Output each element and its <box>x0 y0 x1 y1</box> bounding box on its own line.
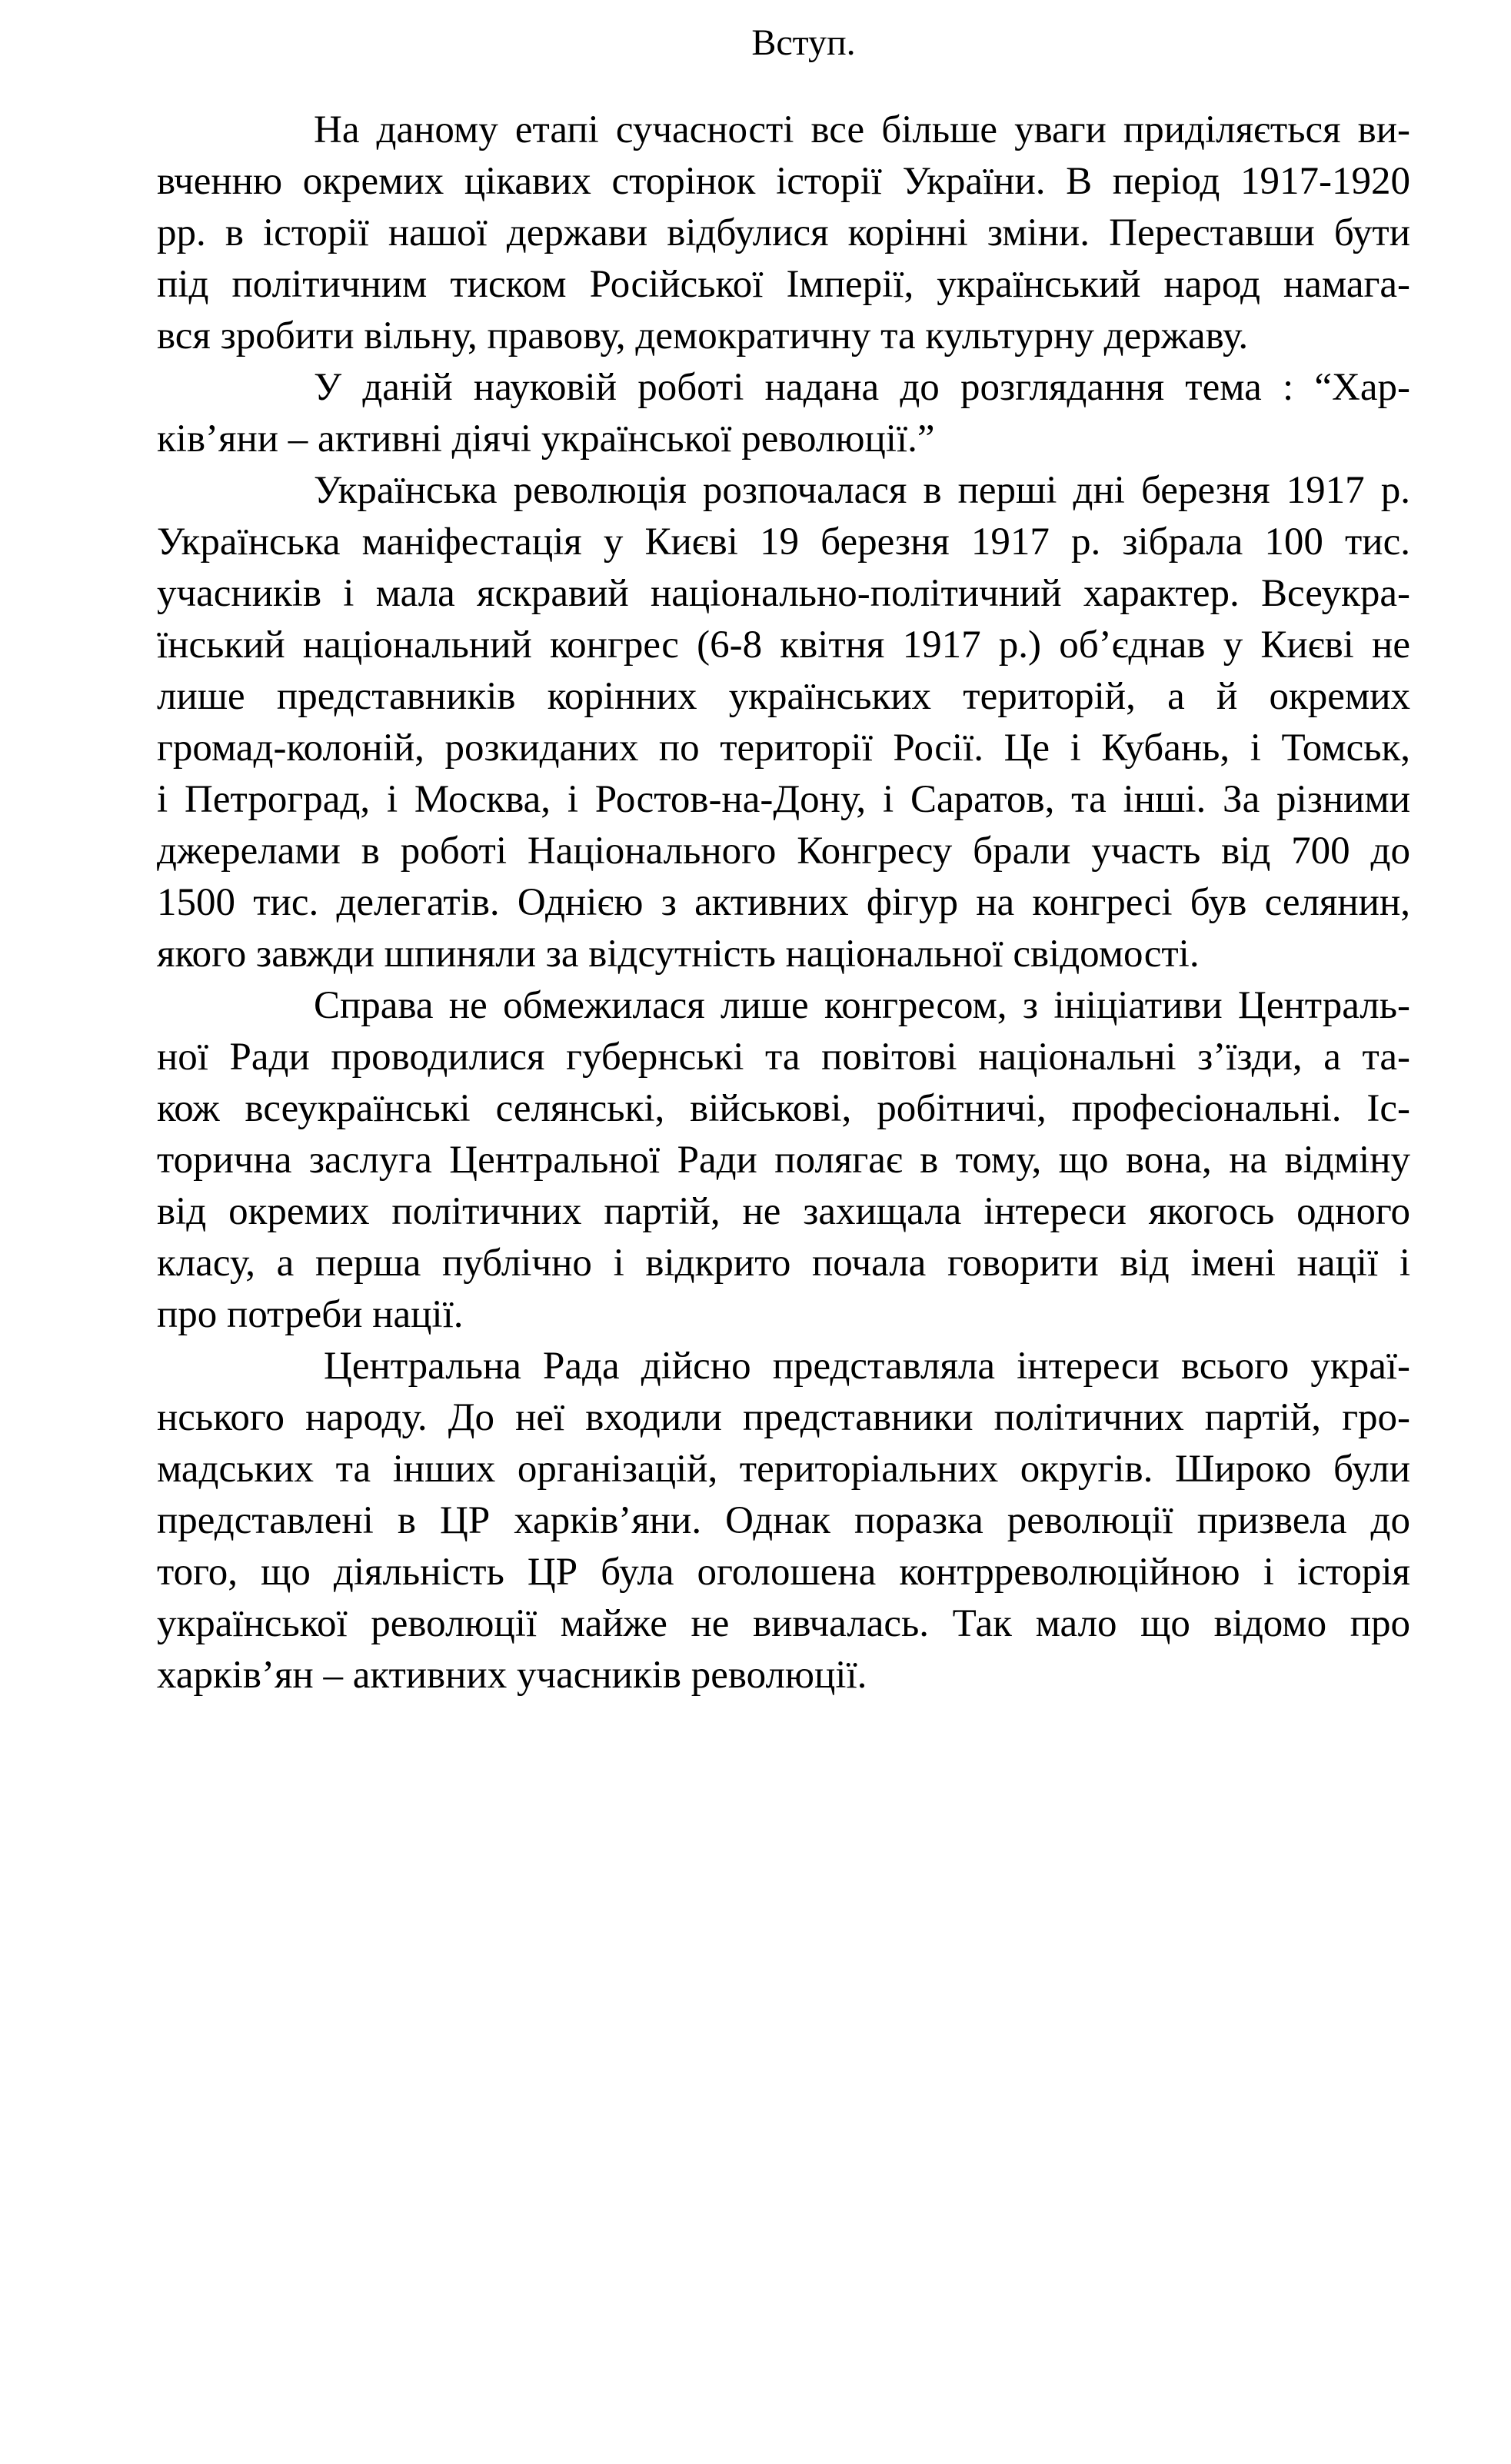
paragraph-line: харків’ян – активних учасників революції. <box>157 1654 867 1697</box>
paragraph-line: рр. в історії нашої держави відбулися корінні зміни. Переставши бути <box>157 211 1410 254</box>
paragraph-line: української революції майже не вивчалась. Так мало що відомо про <box>157 1602 1410 1645</box>
paragraph-1 <box>157 105 1410 362</box>
paragraph-line: У даній науковій роботі надана до розглядання тема : “Хар- <box>314 366 1410 409</box>
paragraph-line: джерелами в роботі Національного Конгресу брали участь від 700 до <box>157 830 1410 873</box>
paragraph-line: класу, а перша публічно і відкрито почала говорити від імені нації і <box>157 1242 1410 1285</box>
paragraph-4 <box>157 980 1410 1341</box>
paragraph-line: Центральна Рада дійсно представляла інтереси всього украї- <box>324 1345 1410 1388</box>
paragraph-line: нського народу. До неї входили представники політичних партій, гро- <box>157 1396 1410 1439</box>
paragraph-5 <box>157 1341 1410 1701</box>
paragraph-line: мадських та інших організацій, територіальних округів. Широко були <box>157 1448 1410 1491</box>
paragraph-line: від окремих політичних партій, не захищала інтереси якогось одного <box>157 1190 1410 1233</box>
paragraph-line: якого завжди шпиняли за відсутність національної свідомості. <box>157 933 1200 976</box>
paragraph-line: Справа не обмежилася лише конгресом, з ініціативи Централь- <box>314 984 1410 1027</box>
paragraph-line: вся зробити вільну, правову, демократичну та культурну державу. <box>157 314 1249 357</box>
paragraph-line: під політичним тиском Російської Імперії, український народ намага- <box>157 263 1410 306</box>
paragraph-2 <box>157 362 1410 465</box>
section-title: Вступ. <box>751 22 856 63</box>
paragraph-line: представлені в ЦР харків’яни. Однак поразка революції призвела до <box>157 1499 1410 1542</box>
paragraph-line: ної Ради проводилися губернські та повітові національні з’їзди, а та- <box>157 1036 1410 1079</box>
paragraph-line: кож всеукраїнські селянські, військові, робітничі, професіональні. Іс- <box>157 1087 1410 1130</box>
paragraph-line: учасників і мала яскравий національно-політичний характер. Всеукра- <box>157 572 1410 615</box>
paragraph-line: 1500 тис. делегатів. Однією з активних фігур на конгресі був селянин, <box>157 881 1410 924</box>
document-page <box>157 0 1410 1701</box>
paragraph-line: того, що діяльність ЦР була оголошена контрреволюційною і історія <box>157 1551 1410 1594</box>
paragraph-line: торична заслуга Центральної Ради полягає в тому, що вона, на відміну <box>157 1139 1410 1182</box>
paragraph-line: громад-колоній, розкиданих по території Росії. Це і Кубань, і Томськ, <box>157 727 1410 770</box>
paragraph-line: ків’яни – активні діячі української революції.” <box>157 417 935 461</box>
paragraph-line: Українська маніфестація у Києві 19 березня 1917 р. зібрала 100 тис. <box>157 520 1410 564</box>
paragraph-line: На даному етапі сучасності все більше уваги приділяється ви- <box>314 108 1410 151</box>
paragraph-line: Українська революція розпочалася в перші дні березня 1917 р. <box>314 469 1410 512</box>
paragraph-line: їнський національний конгрес (6-8 квітня 1917 р.) об’єднав у Києві не <box>157 623 1410 667</box>
paragraph-line: і Петроград, і Москва, і Ростов-на-Дону, і Саратов, та інші. За різними <box>157 778 1410 821</box>
paragraph-line: про потреби нації. <box>157 1293 464 1336</box>
paragraph-line: вченню окремих цікавих сторінок історії України. В період 1917-1920 <box>157 160 1410 203</box>
paragraph-line: лише представників корінних українських територій, а й окремих <box>157 675 1410 718</box>
paragraph-3 <box>157 465 1410 980</box>
